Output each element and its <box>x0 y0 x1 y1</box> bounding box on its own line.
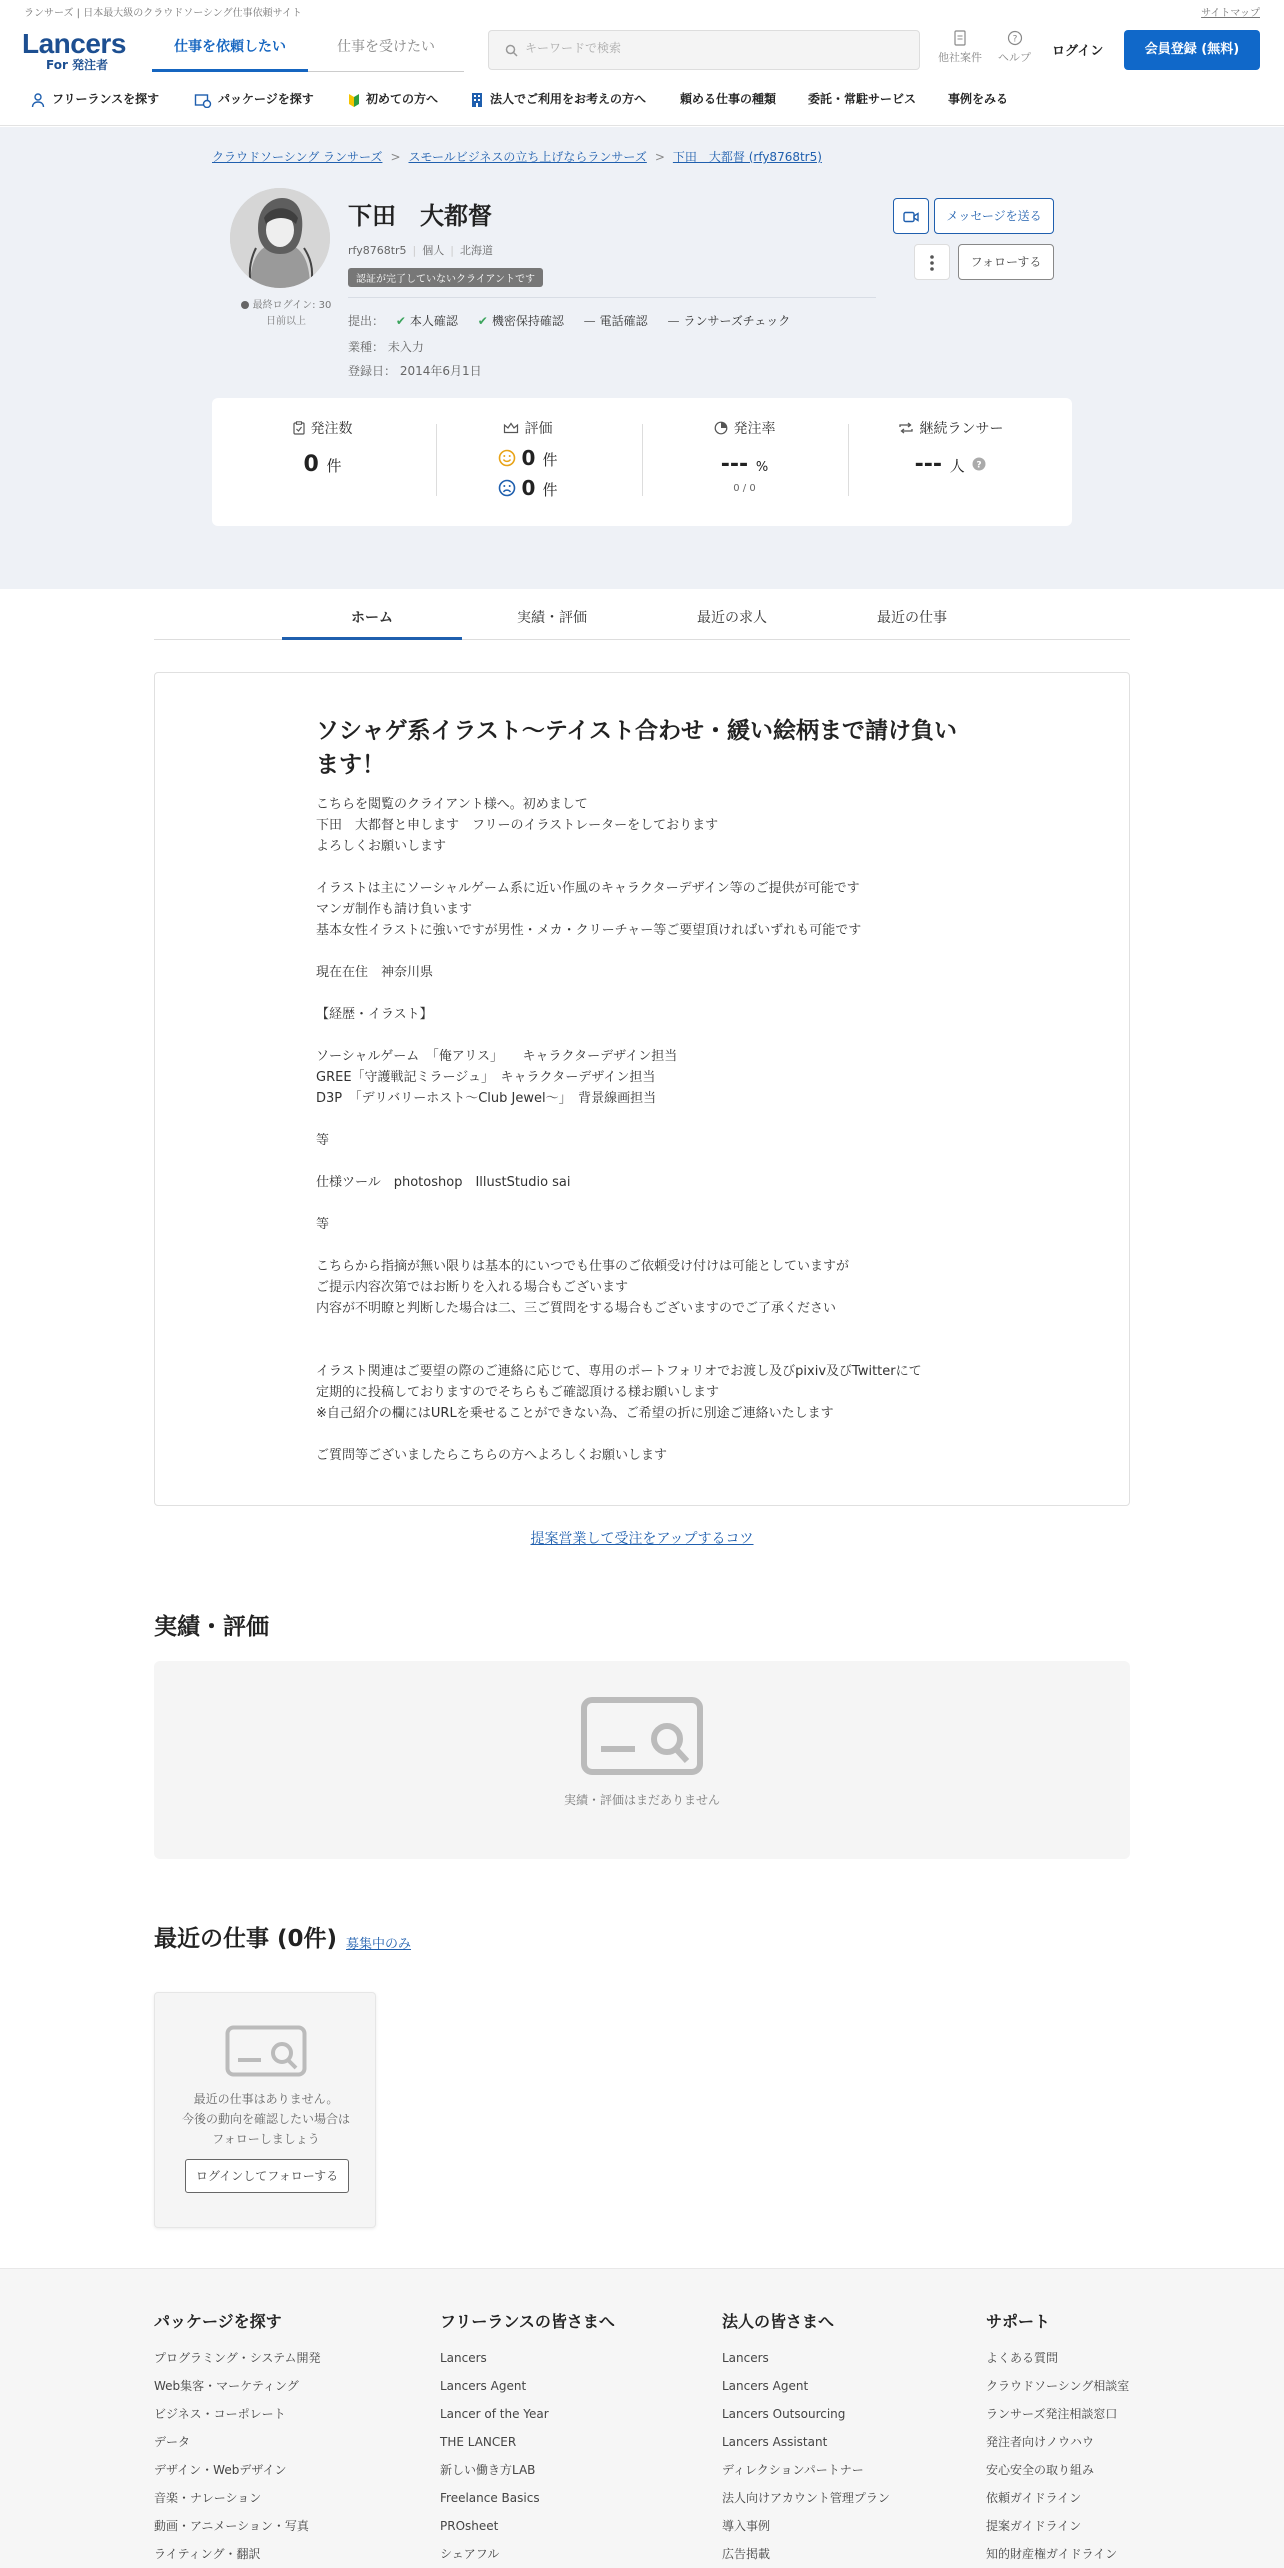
avatar <box>230 188 330 288</box>
registered-value: 2014年6月1日 <box>399 364 482 378</box>
empty-document-icon <box>225 2025 307 2077</box>
footer-link[interactable]: デザイン・Webデザイン <box>154 2463 287 2477</box>
logo-wordmark: Lancers <box>22 28 126 59</box>
video-call-button[interactable] <box>893 198 929 234</box>
divider <box>348 297 876 298</box>
profile-meta: rfy8768tr5 | 個人 | 北海道 <box>348 244 493 257</box>
recent-empty-text: 最近の仕事はありません。 今後の動向を確認したい場合は フォローしましょう <box>181 2092 350 2146</box>
footer-link[interactable]: Lancers Assistant <box>722 2435 828 2449</box>
nav-job-types[interactable]: 頼める仕事の種類 <box>680 92 777 106</box>
footer-link[interactable]: 発注者向けノウハウ <box>986 2435 1095 2449</box>
video-camera-icon <box>903 211 919 223</box>
follow-button[interactable]: フォローする <box>958 244 1054 280</box>
other-jobs-link[interactable] <box>938 30 982 65</box>
nav-label: 法人でご利用をお考えの方へ <box>490 92 647 106</box>
footer-link[interactable]: ランサーズ発注相談窓口 <box>986 2407 1118 2421</box>
footer-link[interactable]: シェアフル <box>440 2547 500 2561</box>
last-login-line1: 最終ログイン: 30 <box>252 300 332 311</box>
kebab-menu-icon <box>930 255 934 271</box>
breadcrumb-item[interactable]: スモールビジネスの立ち上げならランサーズ <box>408 150 647 164</box>
checkmark-icon: ✔ <box>477 314 488 328</box>
site-tagline: ランサーズ | 日本最大級のクラウドソーシング仕事依頼サイト <box>24 8 302 19</box>
footer-link[interactable]: 動画・アニメーション・写真 <box>154 2519 309 2533</box>
footer-link[interactable]: THE LANCER <box>440 2435 517 2449</box>
footer-link[interactable]: 依頼ガイドライン <box>986 2491 1082 2505</box>
footer-link[interactable]: データ <box>154 2435 191 2449</box>
footer-column-title: サポート <box>986 2312 1051 2331</box>
tab-results[interactable]: 実績・評価 <box>517 610 587 626</box>
footer-column-support <box>986 2309 1129 2568</box>
check-phone: — 電話確認 <box>583 314 648 328</box>
footer-link[interactable]: Lancers Outsourcing <box>722 2407 846 2421</box>
repeat-icon <box>898 422 914 434</box>
recent-section-title: 最近の仕事 (0件) <box>154 1926 338 1952</box>
login-link[interactable]: ログイン <box>1052 44 1104 59</box>
logo-sub: For 発注者 <box>46 58 109 72</box>
footer-link[interactable]: Lancer of the Year <box>440 2407 549 2421</box>
tab-freelancer[interactable]: 仕事を受けたい <box>308 32 464 72</box>
footer-link[interactable]: Web集客・マーケティング <box>154 2379 299 2393</box>
pr-title: ソシャゲ系イラスト～テイスト合わせ・緩い絵柄まで請け負います！ <box>316 718 958 778</box>
industry-row: 業種： 未入力 <box>348 340 424 354</box>
svg-text:?: ? <box>976 460 982 471</box>
tab-recent-requests[interactable]: 最近の求人 <box>697 610 767 626</box>
help-link[interactable] <box>998 30 1031 65</box>
profile-tabs <box>154 600 1130 640</box>
pr-body: こちらを閲覧のクライアント様へ。初めまして 下田 大都督と申します フリーのイラストレーターをしております よろしくお願いします イラストは主にソーシャルゲーム系に近い作風のキャラクターデザイン等のご提供が可能です マンガ制作も請け負います 基本女性イラストに強いですが男性・メカ・クリーチャー等ご要望頂ければいずれも可能です 現在在住 神奈川県 【経歴・イラスト】 ソーシャルゲーム 「俺アリス」 キャラクターデザイン担当 GREE「守護戦記ミラージュ」 キャラクターデザイン担当 D3P 「デリバリーホスト〜Club Jewel〜」 背景線画担当 等 仕様ツール photoshop IllustStudio sai 等 こちらから指摘が無い限りは基本的にいつでも仕事のご依頼受け付けは可能としていますが ご提示内容次第ではお断りを入れる場合もございます 内容が不明瞭と判断した場合は二、三ご質問をする場合もございますのでご了承ください イラスト関連はご要望の際のご連絡に応じて、専用のポートフォリオでお渡し及びpixiv及びTwitterにて 定期的に投稿しておりますのでそちらもご確認頂ける様お願いします ※自己紹介の欄にはURLを乗せることができない為、ご希望の折に別途ご連絡いたします ご質問等ございましたらこちらの方へよろしくお願いします <box>316 797 922 1463</box>
footer-link[interactable]: Lancers Agent <box>440 2379 527 2393</box>
order-rate-sub: 0 / 0 <box>733 483 756 494</box>
footer-link[interactable]: Lancers Agent <box>722 2379 809 2393</box>
tips-link[interactable]: 提案営業して受注をアップするコツ <box>530 1531 754 1547</box>
orders-value: 0 <box>303 452 319 477</box>
breadcrumb-item[interactable]: クラウドソーシング ランサーズ <box>212 150 383 164</box>
profile-name: 下田 大都督 <box>348 202 492 230</box>
checkmark-icon: ✔ <box>395 314 406 328</box>
nav-outsourcing[interactable]: 委託・常駐サービス <box>808 92 917 106</box>
footer-link[interactable]: ライティング・翻訳 <box>154 2547 261 2561</box>
last-login-line2: 日前以上 <box>266 316 306 327</box>
stat-rating: 評価 0 件 0 件 <box>425 418 630 500</box>
person-icon <box>30 92 46 108</box>
beginner-mark-icon <box>348 92 360 108</box>
rating-bad-value: 0 <box>521 476 536 500</box>
footer-link[interactable]: 広告掲載 <box>722 2547 771 2561</box>
stats-card <box>212 398 1072 526</box>
results-section-title: 実績・評価 <box>154 1614 269 1640</box>
dash-icon: — <box>667 314 680 328</box>
nav-find-freelancer[interactable] <box>30 90 159 114</box>
document-icon <box>953 30 967 46</box>
footer-link[interactable]: クラウドソーシング相談室 <box>986 2379 1130 2393</box>
order-rate-value: --- <box>720 452 749 477</box>
last-login <box>226 298 346 330</box>
help-icon <box>1007 30 1023 46</box>
nav-case-studies[interactable]: 事例をみる <box>948 92 1009 106</box>
other-jobs-label: 他社案件 <box>938 51 982 64</box>
smile-icon <box>498 449 516 467</box>
footer-column-title: パッケージを探す <box>154 2312 282 2331</box>
footer-link[interactable]: Freelance Basics <box>440 2491 540 2505</box>
login-follow-button[interactable]: ログインしてフォローする <box>185 2159 349 2193</box>
check-lancers: — ランサーズチェック <box>667 314 791 328</box>
footer-link[interactable]: よくある質問 <box>986 2351 1059 2365</box>
help-label: ヘルプ <box>998 51 1031 64</box>
results-empty-box <box>154 1661 1130 1859</box>
footer-column-corporate <box>722 2309 890 2568</box>
footer-link[interactable]: 導入事例 <box>722 2519 771 2533</box>
results-empty-text: 実績・評価はまだありません <box>563 1793 720 1807</box>
footer-link[interactable]: プログラミング・システム開発 <box>154 2351 321 2365</box>
clipboard-icon <box>293 421 305 435</box>
account-type: 個人 <box>422 244 445 257</box>
footer-link[interactable]: 音楽・ナレーション <box>154 2491 262 2505</box>
verification-list <box>348 312 806 329</box>
region: 北海道 <box>459 244 493 257</box>
search-box <box>488 30 920 70</box>
tab-home[interactable]: ホーム <box>282 600 462 640</box>
dash-icon: — <box>583 314 596 328</box>
footer-link[interactable]: ディレクションパートナー <box>722 2463 864 2477</box>
footer-column-freelancers <box>440 2309 615 2568</box>
nav-label: フリーランスを探す <box>52 92 160 106</box>
nav-label: パッケージを探す <box>218 92 314 106</box>
unverified-badge: 認証が完了していないクライアントです <box>348 268 543 287</box>
footer-link[interactable]: 安心安全の取り組み <box>986 2463 1095 2477</box>
industry-value: 未入力 <box>387 340 424 354</box>
check-identity: ✔ 本人確認 <box>395 314 458 328</box>
footer <box>0 2268 1284 2568</box>
nav-corporate[interactable] <box>470 90 646 114</box>
registered-row: 登録日： 2014年6月1日 <box>348 364 482 378</box>
more-options-button[interactable] <box>914 244 950 280</box>
register-button[interactable]: 会員登録 (無料) <box>1124 30 1260 70</box>
stat-repeat-lancers: 継続ランサー --- 人 ? <box>848 418 1053 477</box>
status-dot <box>241 301 249 309</box>
check-nda: ✔ 機密保持確認 <box>477 314 564 328</box>
footer-column-packages <box>154 2309 321 2568</box>
nav-beginners[interactable] <box>348 90 438 114</box>
stat-order-rate: 発注率 --- % 0 / 0 <box>642 418 847 494</box>
lancers-logo[interactable] <box>22 28 132 73</box>
question-circle-icon[interactable] <box>972 457 986 471</box>
footer-column-title: フリーランスの皆さまへ <box>440 2312 615 2331</box>
nav-find-package[interactable] <box>194 90 314 114</box>
rating-good-value: 0 <box>521 446 536 470</box>
repeat-value: --- <box>914 452 943 477</box>
top-strip <box>0 0 1284 22</box>
footer-link[interactable]: 法人向けアカウント管理プラン <box>722 2491 890 2505</box>
breadcrumb-item[interactable]: 下田 大都督 (rfy8768tr5) <box>672 150 822 164</box>
frown-icon <box>498 479 516 497</box>
package-icon <box>194 92 212 108</box>
crown-icon <box>503 422 519 434</box>
submitted-label: 提出： <box>348 314 385 328</box>
footer-link[interactable]: 新しい働き方LAB <box>440 2463 536 2477</box>
tab-recent-jobs[interactable]: 最近の仕事 <box>877 610 947 626</box>
send-message-button[interactable]: メッセージを送る <box>934 198 1054 234</box>
pie-chart-icon <box>714 421 728 435</box>
tab-client[interactable]: 仕事を依頼したい <box>152 32 308 72</box>
search-icon <box>505 44 518 57</box>
stat-orders: 発注数 0 件 <box>220 418 425 477</box>
recent-empty-card <box>154 1992 376 2228</box>
user-id: rfy8768tr5 <box>348 244 407 257</box>
footer-link[interactable]: ビジネス・コーポレート <box>154 2407 286 2421</box>
empty-document-icon <box>581 1697 703 1775</box>
svg-text:?: ? <box>1012 34 1017 45</box>
footer-link[interactable]: 知的財産権ガイドライン <box>986 2547 1118 2561</box>
footer-link[interactable]: Lancers <box>440 2351 487 2365</box>
open-only-filter-link[interactable]: 募集中のみ <box>346 1937 412 1952</box>
breadcrumb: クラウドソーシング ランサーズ > スモールビジネスの立ち上げならランサーズ > 下田 大都督 (rfy8768tr5) <box>212 150 822 164</box>
building-icon <box>470 92 484 108</box>
tips-row <box>0 1528 1284 1548</box>
footer-link[interactable]: PROsheet <box>440 2519 499 2533</box>
sitemap-link[interactable]: サイトマップ <box>1201 8 1260 19</box>
footer-column-title: 法人の皆さまへ <box>722 2312 835 2331</box>
footer-link[interactable]: 提案ガイドライン <box>986 2519 1082 2533</box>
search-input[interactable] <box>525 41 905 55</box>
global-header <box>0 22 1284 126</box>
nav-label: 初めての方へ <box>366 92 439 106</box>
footer-link[interactable]: Lancers <box>722 2351 769 2365</box>
